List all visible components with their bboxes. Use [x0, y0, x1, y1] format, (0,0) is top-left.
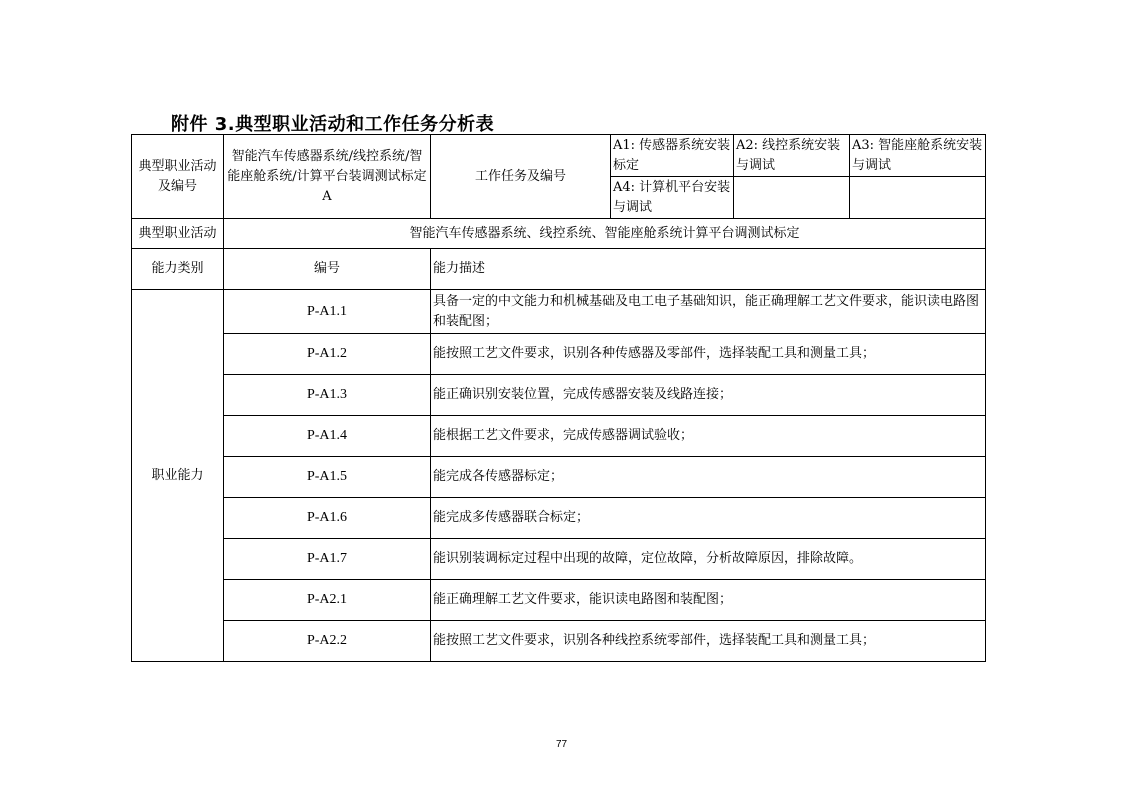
page-number: 77 [555, 739, 568, 750]
analysis-table [131, 134, 986, 662]
ability-description: 能根据工艺文件要求，完成传感器调试验收； [431, 416, 986, 457]
ability-code: P-A2.2 [224, 621, 431, 662]
ability-description: 能按照工艺文件要求，识别各种线控系统零部件，选择装配工具和测量工具； [431, 621, 986, 662]
header-row-1 [132, 135, 986, 177]
task-a2-cell: A2: 线控系统安装与调试 [734, 135, 850, 177]
description-header: 能力描述 [431, 249, 986, 290]
ability-description: 具备一定的中文能力和机械基础及电工电子基础知识，能正确理解工艺文件要求，能识读电路图和装配图； [431, 290, 986, 334]
ability-code: P-A2.1 [224, 580, 431, 621]
table-row [132, 498, 986, 539]
task-a1-cell: A1: 传感器系统安装标定 [611, 135, 734, 177]
ability-code: P-A1.6 [224, 498, 431, 539]
table-row [132, 457, 986, 498]
table-row [132, 621, 986, 662]
activity-row-value: 智能汽车传感器系统、线控系统、智能座舱系统计算平台调测试标定 [224, 219, 986, 249]
ability-description: 能完成多传感器联合标定； [431, 498, 986, 539]
activity-label-cell: 典型职业活动及编号 [132, 135, 224, 219]
task-a4-cell: A4: 计算机平台安装与调试 [611, 177, 734, 219]
task-label-cell: 工作任务及编号 [431, 135, 611, 219]
ability-code: P-A1.5 [224, 457, 431, 498]
table-row [132, 290, 986, 334]
page-title: 附件 3.典型职业活动和工作任务分析表 [171, 114, 495, 135]
task-a3-cell: A3: 智能座舱系统安装与调试 [850, 135, 986, 177]
category-cell: 职业能力 [132, 290, 224, 662]
table-row [132, 539, 986, 580]
code-header: 编号 [224, 249, 431, 290]
ability-code: P-A1.7 [224, 539, 431, 580]
activity-value-cell: 智能汽车传感器系统/线控系统/智能座舱系统/计算平台装调测试标定 A [224, 135, 431, 219]
table-row [132, 416, 986, 457]
category-header: 能力类别 [132, 249, 224, 290]
table-row [132, 580, 986, 621]
table-row [132, 375, 986, 416]
empty-cell [734, 177, 850, 219]
ability-code: P-A1.4 [224, 416, 431, 457]
ability-description: 能按照工艺文件要求，识别各种传感器及零部件，选择装配工具和测量工具； [431, 334, 986, 375]
ability-description: 能识别装调标定过程中出现的故障，定位故障，分析故障原因，排除故障。 [431, 539, 986, 580]
activity-row [132, 219, 986, 249]
ability-code: P-A1.1 [224, 290, 431, 334]
table-row [132, 334, 986, 375]
ability-code: P-A1.2 [224, 334, 431, 375]
ability-description: 能完成各传感器标定； [431, 457, 986, 498]
ability-code: P-A1.3 [224, 375, 431, 416]
empty-cell [850, 177, 986, 219]
activity-row-label: 典型职业活动 [132, 219, 224, 249]
column-header-row [132, 249, 986, 290]
ability-description: 能正确理解工艺文件要求，能识读电路图和装配图； [431, 580, 986, 621]
ability-description: 能正确识别安装位置，完成传感器安装及线路连接； [431, 375, 986, 416]
